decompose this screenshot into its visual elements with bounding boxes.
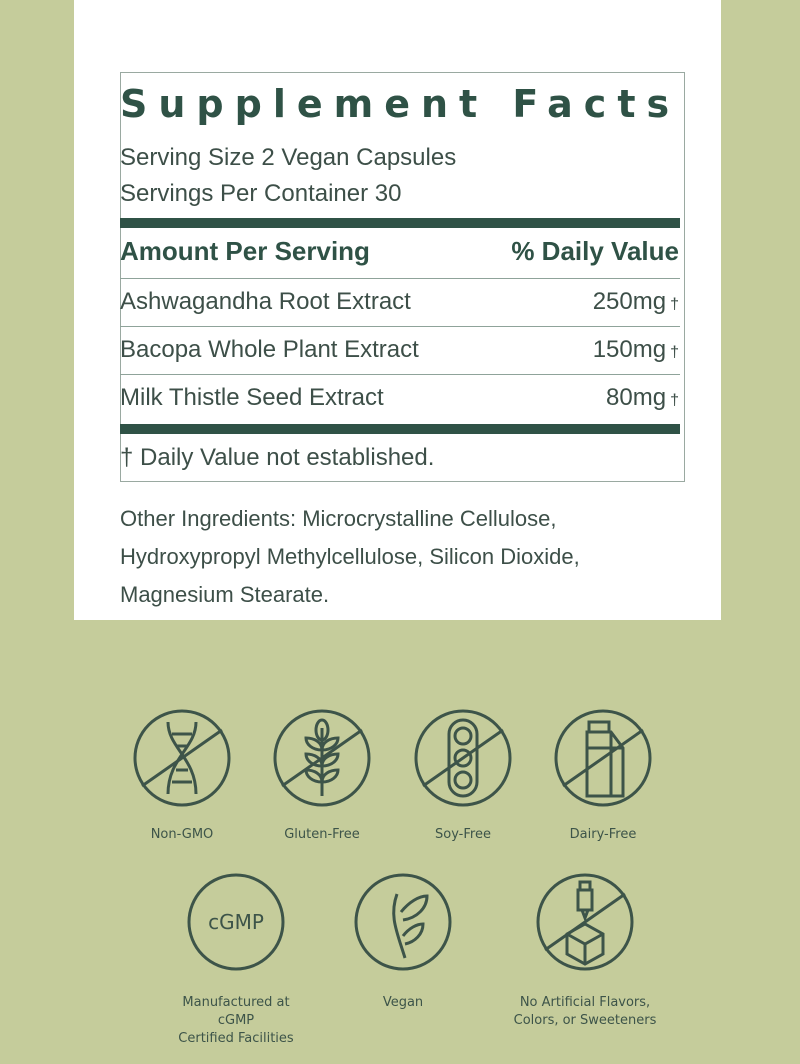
badge-dairy-free xyxy=(543,708,663,844)
dna-crossed-icon xyxy=(132,708,232,808)
other-ingredients: Other Ingredients: Microcrystalline Cellulose, Hydroxypropyl Methylcellulose, Silicon Dioxide, Magnesium Stearate. xyxy=(120,506,580,607)
divider xyxy=(120,278,680,279)
badge-label-line: Certified Facilities xyxy=(178,1031,294,1046)
ingredient-amount: 250mg † xyxy=(592,288,679,315)
ingredient-amount: 80mg † xyxy=(606,384,679,411)
daily-value-footnote: † Daily Value not established. xyxy=(120,444,435,471)
cgmp-icon xyxy=(186,872,286,972)
badge-label: Soy-Free xyxy=(435,827,491,842)
badge-vegan xyxy=(343,872,463,1012)
servings-per-container: Servings Per Container 30 xyxy=(120,180,402,207)
badge-label-line: No Artificial Flavors, xyxy=(519,995,651,1010)
badge-cgmp xyxy=(166,872,306,1048)
badge-label xyxy=(166,994,306,1048)
ingredient-name: Ashwagandha Root Extract xyxy=(120,288,411,315)
leaf-icon xyxy=(353,872,453,972)
badge-label-line: Manufactured at cGMP xyxy=(182,995,290,1028)
badge-label xyxy=(505,994,665,1030)
badge-gluten-free xyxy=(262,708,382,844)
badge-label: Dairy-Free xyxy=(569,827,637,842)
badge-label: Vegan xyxy=(382,995,424,1010)
badge-label-line: Colors, or Sweeteners xyxy=(513,1013,657,1028)
badge-label: Gluten-Free xyxy=(284,827,360,842)
dropper-cube-crossed-icon xyxy=(535,872,635,972)
soybean-crossed-icon xyxy=(413,708,513,808)
badge-non-gmo xyxy=(122,708,242,844)
ingredient-amount: 150mg † xyxy=(592,336,679,363)
cgmp-icon-text: cGMP xyxy=(208,910,264,934)
badge-label: Non-GMO xyxy=(150,827,214,842)
header-amount-per-serving: Amount Per Serving xyxy=(120,236,370,266)
divider-thick xyxy=(120,424,680,434)
badge-no-artificial xyxy=(505,872,665,1030)
facts-title: Supplement Facts xyxy=(120,82,681,126)
supplement-facts-panel xyxy=(120,72,685,482)
ingredient-name: Milk Thistle Seed Extract xyxy=(120,384,384,411)
supplement-facts-card xyxy=(74,0,721,620)
milk-carton-crossed-icon xyxy=(553,708,653,808)
serving-size: Serving Size 2 Vegan Capsules xyxy=(120,144,457,171)
header-daily-value: % Daily Value xyxy=(511,236,679,266)
divider xyxy=(120,374,680,375)
ingredient-name: Bacopa Whole Plant Extract xyxy=(120,336,419,363)
divider-thick xyxy=(120,218,680,228)
divider xyxy=(120,326,680,327)
badge-soy-free xyxy=(403,708,523,844)
wheat-crossed-icon xyxy=(272,708,372,808)
